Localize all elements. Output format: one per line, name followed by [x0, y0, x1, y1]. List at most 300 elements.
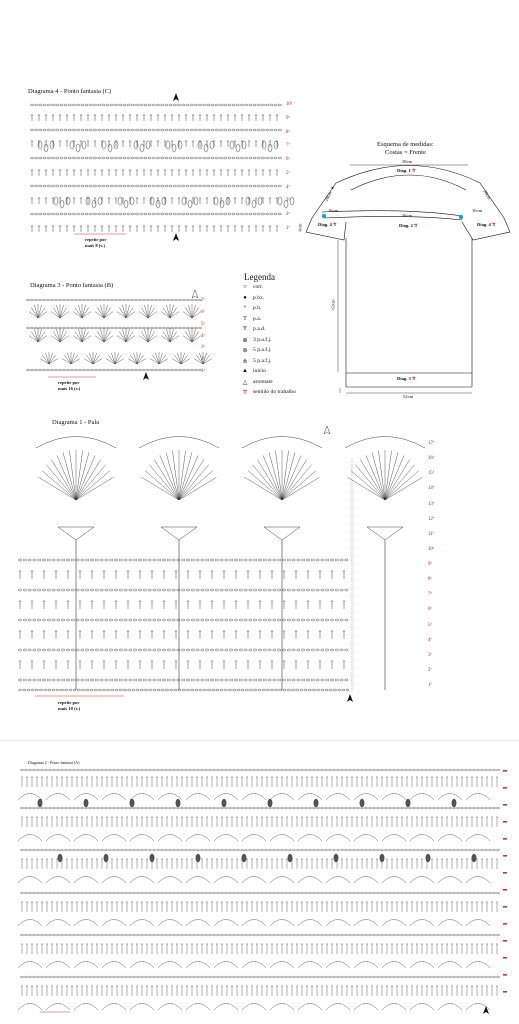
- chain-stitch: [261, 849, 264, 851]
- chain-stitch: [209, 807, 212, 809]
- chain-stitch: [401, 807, 404, 809]
- diagram4-title: Diagrama 4 - Ponto fantasia (C): [28, 88, 112, 95]
- chain-stitch: [333, 849, 336, 851]
- chain-stitch: [25, 892, 28, 894]
- chain-stitch: [37, 976, 40, 978]
- direction-arrows: ⇈: [410, 168, 416, 173]
- chain-stitch: [77, 934, 80, 936]
- chain-stitch: [265, 769, 268, 771]
- chain-stitch: [57, 892, 60, 894]
- chain-stitch: [165, 849, 168, 851]
- chain-arch: [410, 1004, 434, 1011]
- chain-stitch: [37, 892, 40, 894]
- chain-stitch: [141, 807, 144, 809]
- chain-stitch: [45, 849, 48, 851]
- chain-arch: [186, 877, 210, 884]
- chain-stitch: [45, 769, 48, 771]
- chain-stitch: [177, 892, 180, 894]
- chain-stitch: [257, 849, 260, 851]
- chain-stitch: [253, 849, 256, 851]
- chain-stitch: [485, 807, 488, 809]
- chain-stitch: [269, 807, 272, 809]
- chain-stitch: [213, 769, 216, 771]
- chain-stitch: [437, 892, 440, 894]
- chain-stitch: [373, 849, 376, 851]
- chain-stitch: [117, 807, 120, 809]
- chain-arch: [46, 835, 70, 842]
- chain-stitch: [401, 934, 404, 936]
- chain-stitch: [417, 934, 420, 936]
- chain-stitch: [473, 976, 476, 978]
- chain-stitch: [301, 934, 304, 936]
- chain-stitch: [225, 976, 228, 978]
- chain-stitch: [441, 976, 444, 978]
- chain-stitch: [317, 807, 320, 809]
- chain-stitch: [413, 892, 416, 894]
- legend-symbol-icon: +: [243, 305, 247, 311]
- chain-arch: [158, 962, 182, 969]
- chain-stitch: [309, 849, 312, 851]
- chain-arch: [214, 794, 238, 801]
- chain-stitch: [353, 976, 356, 978]
- chain-stitch: [469, 807, 472, 809]
- chain-stitch: [53, 807, 56, 809]
- chain-stitch: [177, 849, 180, 851]
- chain-stitch: [397, 849, 400, 851]
- schema-arm-right: 16cm: [472, 208, 483, 213]
- chain-stitch: [57, 769, 60, 771]
- chain-stitch: [65, 976, 68, 978]
- chain-stitch: [77, 849, 80, 851]
- chain-stitch: [293, 934, 296, 936]
- chain-stitch: [369, 892, 372, 894]
- chain-stitch: [421, 976, 424, 978]
- chain-stitch: [437, 849, 440, 851]
- chain-stitch: [53, 892, 56, 894]
- chain-stitch: [313, 807, 316, 809]
- schema-right-slope: 20cm: [482, 188, 492, 201]
- chain-stitch: [33, 976, 36, 978]
- chain-stitch: [149, 849, 152, 851]
- chain-stitch: [473, 892, 476, 894]
- chain-arch: [214, 1004, 238, 1011]
- chain-arch: [46, 920, 70, 927]
- chain-stitch: [157, 934, 160, 936]
- chain-stitch: [305, 976, 308, 978]
- chain-stitch: [149, 892, 152, 894]
- chain-stitch: [305, 892, 308, 894]
- chain-stitch: [29, 769, 32, 771]
- chain-stitch: [81, 769, 84, 771]
- chain-arch: [270, 794, 294, 801]
- chain-stitch: [129, 934, 132, 936]
- chain-stitch: [141, 849, 144, 851]
- chain-stitch: [201, 892, 204, 894]
- chain-stitch: [321, 934, 324, 936]
- diagram4-repeat-count: mais 8 (v.): [85, 243, 106, 248]
- chain-stitch: [289, 849, 292, 851]
- chain-arch: [298, 962, 322, 969]
- chain-stitch: [317, 769, 320, 771]
- chain-stitch: [461, 934, 464, 936]
- chain-stitch: [97, 769, 100, 771]
- chain-arch: [18, 794, 42, 801]
- chain-stitch: [337, 807, 340, 809]
- chain-stitch: [389, 976, 392, 978]
- chain-stitch: [449, 934, 452, 936]
- chain-stitch: [473, 849, 476, 851]
- chain-arch: [130, 877, 154, 884]
- chain-stitch: [393, 807, 396, 809]
- chain-stitch: [201, 976, 204, 978]
- chain-stitch: [269, 849, 272, 851]
- chain-stitch: [461, 976, 464, 978]
- legend-item-label: p.a.: [253, 315, 262, 322]
- chain-stitch: [417, 849, 420, 851]
- chain-stitch: [473, 934, 476, 936]
- chain-stitch: [497, 892, 500, 894]
- chain-stitch: [153, 807, 156, 809]
- puff-stitch: [452, 799, 456, 807]
- chain-stitch: [473, 769, 476, 771]
- chain-stitch: [165, 892, 168, 894]
- row-number-mark: [503, 940, 507, 942]
- legend-item-label: 5 p.a.f.j.: [253, 347, 272, 353]
- chain-stitch: [169, 807, 172, 809]
- chain-stitch: [105, 934, 108, 936]
- chain-stitch: [193, 849, 196, 851]
- chain-stitch: [145, 934, 148, 936]
- chain-stitch: [285, 807, 288, 809]
- diagram3-repeat-label: repetir por: [58, 380, 80, 385]
- chain-stitch: [197, 976, 200, 978]
- chain-stitch: [137, 849, 140, 851]
- chain-arch: [158, 835, 182, 842]
- chain-stitch: [257, 769, 260, 771]
- chain-stitch: [197, 769, 200, 771]
- chain-stitch: [241, 849, 244, 851]
- chain-stitch: [377, 934, 380, 936]
- chain-stitch: [285, 769, 288, 771]
- chain-stitch: [289, 769, 292, 771]
- chain-stitch: [449, 849, 452, 851]
- chain-stitch: [405, 769, 408, 771]
- chain-stitch: [321, 807, 324, 809]
- chain-stitch: [53, 849, 56, 851]
- diagram1-title: Diagrama 1 - Pala: [52, 419, 100, 426]
- chain-stitch: [133, 849, 136, 851]
- chain-stitch: [481, 892, 484, 894]
- chain-stitch: [273, 976, 276, 978]
- chain-stitch: [229, 892, 232, 894]
- chain-arch: [18, 962, 42, 969]
- chain-stitch: [393, 769, 396, 771]
- chain-arch: [438, 794, 462, 801]
- chain-arch: [438, 920, 462, 927]
- chain-arch: [74, 877, 98, 884]
- chain-stitch: [421, 892, 424, 894]
- row-number: 12ª: [428, 516, 435, 522]
- chain-arch: [466, 962, 490, 969]
- chain-stitch: [397, 892, 400, 894]
- chain-stitch: [69, 892, 72, 894]
- chain-stitch: [73, 892, 76, 894]
- chain-stitch: [277, 934, 280, 936]
- chain-stitch: [305, 769, 308, 771]
- legend-symbol-icon: ●: [243, 294, 247, 301]
- chain-stitch: [221, 849, 224, 851]
- chain-stitch: [421, 849, 424, 851]
- chain-stitch: [433, 892, 436, 894]
- puff-stitch: [150, 854, 154, 862]
- chain-stitch: [253, 892, 256, 894]
- chain-stitch: [101, 934, 104, 936]
- chain-stitch: [361, 976, 364, 978]
- puff-stitch: [176, 799, 180, 807]
- chain-stitch: [497, 807, 500, 809]
- row-number: 2ª: [286, 212, 290, 218]
- chain-stitch: [41, 976, 44, 978]
- chain-stitch: [29, 934, 32, 936]
- chain-stitch: [445, 976, 448, 978]
- chain-stitch: [377, 849, 380, 851]
- chain-stitch: [357, 892, 360, 894]
- chain-stitch: [25, 769, 28, 771]
- chain-stitch: [429, 807, 432, 809]
- chain-stitch: [129, 976, 132, 978]
- chain-stitch: [105, 769, 108, 771]
- chain-arch: [242, 1004, 266, 1011]
- chain-stitch: [321, 892, 324, 894]
- chain-stitch: [169, 892, 172, 894]
- chain-stitch: [205, 849, 208, 851]
- chain-stitch: [437, 807, 440, 809]
- chain-stitch: [369, 849, 372, 851]
- chain-stitch: [165, 769, 168, 771]
- chain-stitch: [173, 892, 176, 894]
- chain-arch: [130, 835, 154, 842]
- chain-stitch: [97, 807, 100, 809]
- chain-stitch: [485, 849, 488, 851]
- chain-arch: [214, 835, 238, 842]
- chain-stitch: [461, 769, 464, 771]
- chain-stitch: [145, 892, 148, 894]
- chain-stitch: [33, 849, 36, 851]
- row-number: 13ª: [428, 501, 435, 507]
- chain-stitch: [113, 849, 116, 851]
- chain-stitch: [345, 976, 348, 978]
- chain-stitch: [125, 769, 128, 771]
- chain-stitch: [417, 892, 420, 894]
- chain-stitch: [21, 807, 24, 809]
- chain-arch: [410, 835, 434, 842]
- chain-stitch: [93, 934, 96, 936]
- chain-stitch: [365, 976, 368, 978]
- row-number-mark: [503, 770, 507, 772]
- chain-stitch: [169, 849, 172, 851]
- row-number-mark: [503, 821, 507, 823]
- legend-item-label: corr.: [253, 284, 264, 290]
- chain-stitch: [89, 892, 92, 894]
- chain-stitch: [245, 892, 248, 894]
- chain-stitch: [405, 849, 408, 851]
- chain-stitch: [389, 934, 392, 936]
- chain-arch: [18, 877, 42, 884]
- chain-stitch: [61, 892, 64, 894]
- chain-stitch: [205, 934, 208, 936]
- row-number: 11ª: [428, 531, 434, 537]
- chain-stitch: [481, 849, 484, 851]
- puff-stitch: [360, 799, 364, 807]
- chain-stitch: [85, 769, 88, 771]
- chain-stitch: [297, 976, 300, 978]
- chain-arch: [354, 877, 378, 884]
- chain-stitch: [465, 934, 468, 936]
- chain-stitch: [341, 769, 344, 771]
- chain-stitch: [253, 769, 256, 771]
- chain-stitch: [145, 849, 148, 851]
- chain-stitch: [345, 769, 348, 771]
- chain-stitch: [277, 807, 280, 809]
- chain-stitch: [217, 934, 220, 936]
- chain-stitch: [453, 807, 456, 809]
- schema-bottom-width: 52cm: [403, 394, 414, 399]
- chain-stitch: [361, 769, 364, 771]
- chain-stitch: [241, 769, 244, 771]
- chain-stitch: [417, 976, 420, 978]
- chain-stitch: [97, 976, 100, 978]
- chain-stitch: [413, 807, 416, 809]
- chain-arch: [130, 962, 154, 969]
- diagram3-title: Diagrama 3 - Ponto fantasia (B): [30, 282, 114, 289]
- chain-arch: [382, 835, 406, 842]
- chain-arch: [18, 835, 42, 842]
- chain-stitch: [417, 769, 420, 771]
- chain-stitch: [441, 892, 444, 894]
- chain-stitch: [201, 934, 204, 936]
- chain-stitch: [37, 769, 40, 771]
- chain-stitch: [185, 807, 188, 809]
- chain-stitch: [457, 769, 460, 771]
- chain-stitch: [121, 769, 124, 771]
- chain-stitch: [397, 807, 400, 809]
- chain-stitch: [29, 807, 32, 809]
- row-number-mark: [503, 787, 507, 789]
- chain-stitch: [257, 934, 260, 936]
- chain-arch: [186, 920, 210, 927]
- chain-stitch: [357, 849, 360, 851]
- chain-stitch: [113, 769, 116, 771]
- chain-stitch: [185, 892, 188, 894]
- chain-stitch: [245, 976, 248, 978]
- chain-stitch: [41, 807, 44, 809]
- chain-stitch: [249, 807, 252, 809]
- row-number-mark: [503, 906, 507, 908]
- chain-stitch: [85, 976, 88, 978]
- chain-stitch: [121, 807, 124, 809]
- chain-stitch: [93, 976, 96, 978]
- chain-stitch: [249, 769, 252, 771]
- chain-arch: [410, 920, 434, 927]
- chain-stitch: [293, 976, 296, 978]
- schema-diag4-right-text: Diag. 4: [477, 222, 491, 227]
- chain-stitch: [329, 934, 332, 936]
- chain-stitch: [385, 892, 388, 894]
- chain-arch: [326, 794, 350, 801]
- chain-stitch: [477, 976, 480, 978]
- chain-stitch: [437, 769, 440, 771]
- chain-stitch: [441, 807, 444, 809]
- chain-stitch: [213, 892, 216, 894]
- chain-arch: [382, 962, 406, 969]
- chain-stitch: [217, 807, 220, 809]
- row-number-mark: [503, 838, 507, 840]
- chain-stitch: [249, 892, 252, 894]
- diagram4-repeat-label: repetir por: [85, 237, 107, 242]
- chain-stitch: [213, 934, 216, 936]
- chain-stitch: [317, 892, 320, 894]
- chain-stitch: [413, 976, 416, 978]
- chain-stitch: [261, 934, 264, 936]
- chain-stitch: [93, 892, 96, 894]
- chain-stitch: [105, 807, 108, 809]
- chain-stitch: [305, 849, 308, 851]
- chain-stitch: [125, 807, 128, 809]
- chain-stitch: [109, 934, 112, 936]
- chain-stitch: [341, 807, 344, 809]
- chain-arch: [186, 962, 210, 969]
- chain-stitch: [477, 892, 480, 894]
- chain-stitch: [189, 976, 192, 978]
- chain-stitch: [293, 807, 296, 809]
- chain-stitch: [353, 934, 356, 936]
- chain-stitch: [309, 807, 312, 809]
- chain-stitch: [445, 769, 448, 771]
- chain-stitch: [241, 892, 244, 894]
- legend-symbol-icon: ⇈: [242, 390, 248, 396]
- chain-stitch: [357, 769, 360, 771]
- chain-stitch: [21, 849, 24, 851]
- chain-stitch: [105, 849, 108, 851]
- chain-stitch: [89, 769, 92, 771]
- legend-symbol-icon: ○: [243, 284, 247, 290]
- chain-stitch: [109, 769, 112, 771]
- chain-stitch: [121, 892, 124, 894]
- chain-stitch: [393, 976, 396, 978]
- chain-arch: [354, 1004, 378, 1011]
- row-number: 9ª: [286, 115, 290, 121]
- chain-stitch: [65, 849, 68, 851]
- chain-stitch: [69, 976, 72, 978]
- chain-stitch: [33, 934, 36, 936]
- chain-stitch: [365, 934, 368, 936]
- chain-stitch: [261, 892, 264, 894]
- chain-stitch: [25, 849, 28, 851]
- puff-stitch: [268, 799, 272, 807]
- chain-stitch: [245, 934, 248, 936]
- row-number: 6ª: [201, 309, 205, 315]
- chain-stitch: [73, 849, 76, 851]
- chain-stitch: [325, 849, 328, 851]
- chain-stitch: [373, 807, 376, 809]
- chain-arch: [102, 877, 126, 884]
- row-number: 7ª: [428, 592, 432, 598]
- chain-stitch: [109, 849, 112, 851]
- chain-stitch: [329, 892, 332, 894]
- chain-stitch: [353, 892, 356, 894]
- chain-stitch: [93, 807, 96, 809]
- chain-stitch: [321, 976, 324, 978]
